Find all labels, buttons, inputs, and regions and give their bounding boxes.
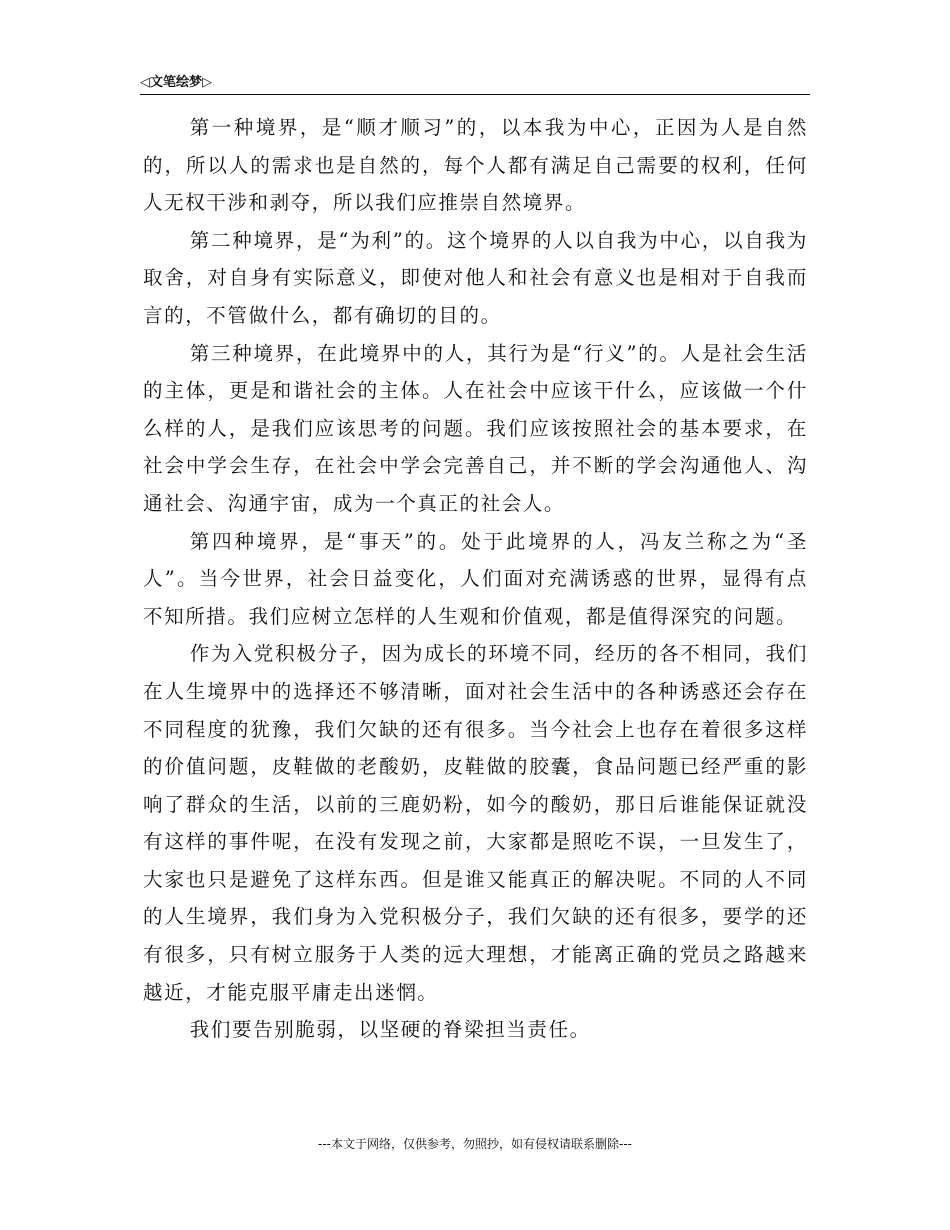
paragraph-5: 作为入党积极分子，因为成长的环境不同，经历的各不相同，我们在人生境界中的选择还不够清晰，面对社会生活中的各种诱惑还会存在不同程度的犹豫，我们欠缺的还有很多。当今社会上也存在着很多这样的价值问题，皮鞋做的老酸奶，皮鞋做的胶囊，食品问题已经严重的影响了群众的生活，以前的三鹿奶粉，如今的酸奶，那日后谁能保证就没有这样的事件呢，在没有发现之前，大家都是照吃不误，一旦发生了，大家也只是避免了这样东西。但是谁又能真正的解决呢。不同的人不同的人生境界，我们身为入党积极分子，我们欠缺的还有很多，要学的还有很多，只有树立服务于人类的远大理想，才能离正确的党员之路越来越近，才能克服平庸走出迷惘。 [143, 642, 808, 1004]
paragraph-3: 第三种境界，在此境界中的人，其行为是“行义”的。人是社会生活的主体，更是和谐社会的主体。人在社会中应该干什么，应该做一个什么样的人，是我们应该思考的问题。我们应该按照社会的基本要求，在社会中学会生存，在社会中学会完善自己，并不断的学会沟通他人、沟通社会、沟通宇宙，成为一个真正的社会人。 [143, 341, 808, 515]
paragraph-2: 第二种境界，是“为利”的。这个境界的人以自我为中心，以自我为取舍，对自身有实际意义，即使对他人和社会有意义也是相对于自我而言的，不管做什么，都有确切的目的。 [143, 228, 808, 327]
paragraph-4: 第四种境界，是“事天”的。处于此境界的人，冯友兰称之为“圣人”。当今世界，社会日益变化，人们面对充满诱惑的世界，显得有点不知所措。我们应树立怎样的人生观和价值观，都是值得深究的问题。 [143, 529, 808, 628]
header-title: ◁文笔绘梦▷ [140, 75, 212, 90]
page-header [140, 74, 810, 96]
paragraph-6: 我们要告别脆弱，以坚硬的脊梁担当责任。 [189, 1018, 591, 1042]
header-divider [140, 94, 810, 95]
paragraph-1: 第一种境界，是“顺才顺习”的，以本我为中心，正因为人是自然的，所以人的需求也是自然的，每个人都有满足自己需要的权利，任何人无权干涉和剥夺，所以我们应推崇自然境界。 [143, 116, 808, 215]
footer-disclaimer: ---本文于网络，仅供参考，勿照抄，如有侵权请联系删除--- [318, 1137, 632, 1151]
document-body [143, 109, 808, 1049]
